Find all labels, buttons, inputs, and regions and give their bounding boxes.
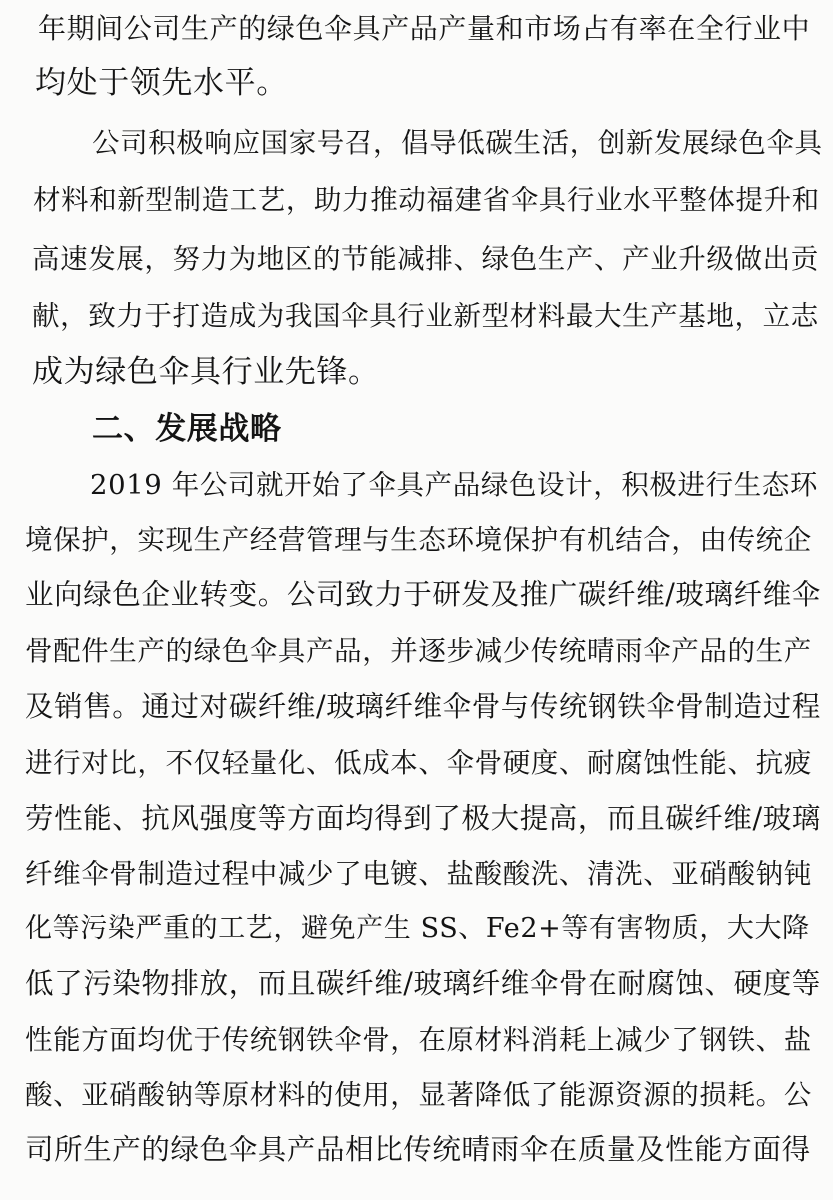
text-line-4: 材料和新型制造工艺，助力推动福建省伞具行业水平整体提升和 bbox=[33, 184, 820, 216]
text-line-7: 成为绿色伞具行业先锋。 bbox=[32, 354, 380, 390]
text-line-1: 年期间公司生产的绿色伞具产品产量和市场占有率在全行业中 bbox=[38, 12, 811, 45]
text-line-10: 境保护，实现生产经营管理与生态环境保护有机结合，由传统企 bbox=[25, 524, 812, 556]
text-line-14: 进行对比，不仅轻量化、低成本、伞骨硬度、耐腐蚀性能、抗疲 bbox=[25, 747, 812, 779]
text-line-11: 业向绿色企业转变。公司致力于研发及推广碳纤维/玻璃纤维伞 bbox=[25, 578, 821, 611]
text-line-6: 献，致力于打造成为我国伞具行业新型材料最大生产基地，立志 bbox=[32, 300, 819, 332]
text-line-12: 骨配件生产的绿色伞具产品，并逐步减少传统晴雨伞产品的生产 bbox=[25, 635, 812, 667]
text-line-2: 均处于领先水平。 bbox=[35, 65, 288, 101]
text-line-15: 劳性能、抗风强度等方面均得到了极大提高，而且碳纤维/玻璃 bbox=[25, 802, 821, 835]
text-line-16: 纤维伞骨制造过程中减少了电镀、盐酸酸洗、清洗、亚硝酸钠钝 bbox=[25, 858, 812, 890]
text-line-3: 公司积极响应国家号召，倡导低碳生活，创新发展绿色伞具 bbox=[92, 127, 823, 159]
text-line-9: 2019 年公司就开始了伞具产品绿色设计，积极进行生态环 bbox=[90, 469, 819, 501]
section-heading: 二、发展战略 bbox=[92, 411, 282, 447]
text-line-21: 司所生产的绿色伞具产品相比传统晴雨伞在质量及性能方面得 bbox=[25, 1133, 811, 1166]
text-line-13: 及销售。通过对碳纤维/玻璃纤维伞骨与传统钢铁伞骨制造过程 bbox=[25, 690, 821, 723]
text-line-17: 化等污染严重的工艺，避免产生 SS、Fe2+等有害物质，大大降 bbox=[25, 913, 810, 944]
text-line-19: 性能方面均优于传统钢铁伞骨，在原材料消耗上减少了钢铁、盐 bbox=[25, 1024, 812, 1056]
text-line-20: 酸、亚硝酸钠等原材料的使用，显著降低了能源资源的损耗。公 bbox=[25, 1079, 812, 1111]
text-line-18: 低了污染物排放，而且碳纤维/玻璃纤维伞骨在耐腐蚀、硬度等 bbox=[25, 967, 821, 1000]
text-line-5: 高速发展，努力为地区的节能减排、绿色生产、产业升级做出贡 bbox=[32, 243, 819, 275]
